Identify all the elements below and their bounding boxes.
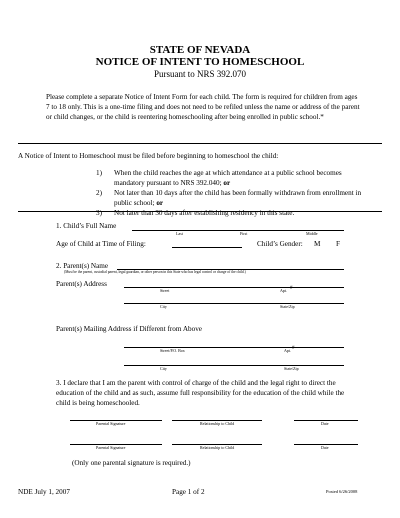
sig2-caption: Parental Signature	[96, 445, 126, 450]
rel2-caption: Relationship to Child	[200, 445, 235, 450]
divider-mid	[18, 211, 382, 212]
mailing-city-field[interactable]	[124, 365, 344, 366]
age-field[interactable]	[172, 247, 242, 248]
divider-top	[18, 143, 382, 144]
signature-note: (Only one parental signature is required.)	[72, 459, 191, 467]
mailing-address-label: Parent(s) Mailing Address if Different from Above	[56, 325, 202, 333]
footer-left: NDE July 1, 2007	[18, 488, 70, 496]
state-heading: STATE OF NEVADA	[149, 44, 251, 56]
apt-caption: Apt.	[280, 288, 287, 293]
apt-hash: #	[290, 286, 293, 291]
child-name-label: 1. Child’s Full Name	[56, 222, 117, 230]
city2-caption: City	[160, 366, 167, 371]
age-label: Age of Child at Time of Filing:	[56, 240, 146, 248]
page-number: Page 1 of 2	[172, 488, 205, 496]
state-zip2-caption: State/Zip	[284, 366, 299, 371]
parent-street-field[interactable]	[124, 287, 344, 288]
parent-name-label: 2. Parent(s) Name	[56, 262, 109, 270]
apt2-hash: #	[292, 346, 295, 351]
parent-name-note: (Must be the parent, custodial parent, legal guardian, or other person in this State who has legal control or charge of the child.)	[64, 270, 246, 274]
list-item: 2) Not later than 10 days after the child has been formally withdrawn from enrollment in public school; or	[96, 189, 362, 207]
state-zip-caption: State/Zip	[280, 304, 295, 309]
last-caption: Last	[176, 231, 183, 236]
apt2-caption: Apt.	[284, 348, 291, 353]
footer-right: Posted 6/26/2008	[326, 489, 358, 494]
gender-f-option[interactable]: F	[336, 240, 340, 248]
list-item: 3) Not later than 30 days after establishing residency in this state.	[96, 209, 295, 217]
parent-city-field[interactable]	[124, 303, 344, 304]
street-po-caption: Street/P.O. Box	[160, 348, 185, 353]
gender-label: Child’s Gender:	[257, 240, 303, 248]
first-caption: First	[240, 231, 248, 236]
form-subtitle: Pursuant to NRS 392.070	[153, 69, 246, 79]
city-caption: City	[160, 304, 167, 309]
mailing-street-field[interactable]	[124, 347, 344, 348]
form-title: NOTICE OF INTENT TO HOMESCHOOL	[95, 56, 305, 68]
rel1-caption: Relationship to Child	[200, 421, 235, 426]
sig1-caption: Parental Signature	[96, 421, 126, 426]
intro-paragraph: Please complete a separate Notice of Intent Form for each child. The form is required for children from ages 7 to 18 only. This is a one-time filing and does not need to be refiled unless the name or address of the parent or child changes, or the child is reentering homeschooling after being enrolled in public school.*	[46, 93, 360, 121]
declaration-text: 3. I declare that I am the parent with control of charge of the child and the legal right to direct the education of the child and as such, assume full responsibility for the education of the child while the child is being homeschooled.	[56, 379, 345, 407]
date2-caption: Date	[321, 445, 329, 450]
filing-lead: A Notice of Intent to Homeschool must be filed before beginning to homeschool the child:	[18, 152, 279, 160]
parent-address-label: Parent(s) Address	[56, 280, 107, 288]
list-item: 1) When the child reaches the age at which attendance at a public school becomes mandatory pursuant to NRS 392.040; or	[96, 169, 342, 187]
gender-m-option[interactable]: M	[314, 240, 321, 248]
street-caption: Street	[160, 288, 170, 293]
date1-caption: Date	[321, 421, 329, 426]
middle-caption: Middle	[306, 231, 318, 236]
